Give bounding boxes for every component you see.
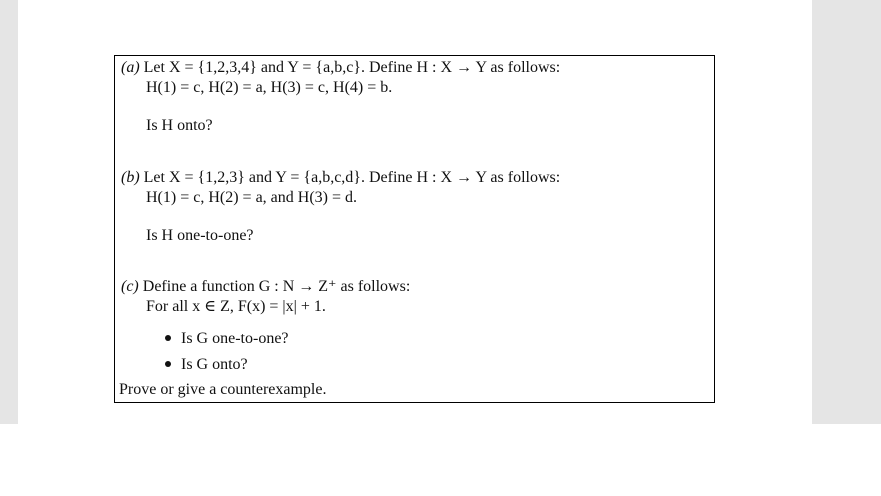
part-b-label: (b) bbox=[121, 169, 140, 186]
part-c-bullet-1 bbox=[165, 329, 289, 349]
bullet-icon bbox=[165, 361, 171, 367]
part-a-definition: Let X = {1,2,3,4} and Y = {a,b,c}. Define H : X → Y as follows: bbox=[143, 59, 561, 76]
part-c-bullet-1-text: Is G one-to-one? bbox=[181, 330, 289, 347]
problem-box bbox=[114, 55, 715, 403]
part-a-line-2: H(1) = c, H(2) = a, H(3) = c, H(4) = b. bbox=[146, 79, 393, 96]
part-c-line-1 bbox=[121, 277, 410, 297]
part-c-definition: Define a function G : N → Z⁺ as follows: bbox=[142, 278, 411, 295]
part-c-line-2: For all x ∈ Z, F(x) = |x| + 1. bbox=[146, 298, 326, 315]
part-a-label: (a) bbox=[121, 59, 140, 76]
part-b-line-2: H(1) = c, H(2) = a, and H(3) = d. bbox=[146, 189, 358, 206]
part-c-bullet-2 bbox=[165, 355, 248, 375]
prove-instruction: Prove or give a counterexample. bbox=[119, 381, 327, 398]
part-b-definition: Let X = {1,2,3} and Y = {a,b,c,d}. Define H : X → Y as follows: bbox=[143, 169, 561, 186]
part-c-bullet-2-text: Is G onto? bbox=[181, 356, 248, 373]
part-b-question: Is H one-to-one? bbox=[146, 227, 254, 244]
part-c-label: (c) bbox=[121, 278, 139, 295]
part-a-line-1 bbox=[121, 58, 560, 78]
part-a-question: Is H onto? bbox=[146, 117, 213, 134]
bullet-icon bbox=[165, 335, 171, 341]
part-b-line-1 bbox=[121, 168, 560, 188]
